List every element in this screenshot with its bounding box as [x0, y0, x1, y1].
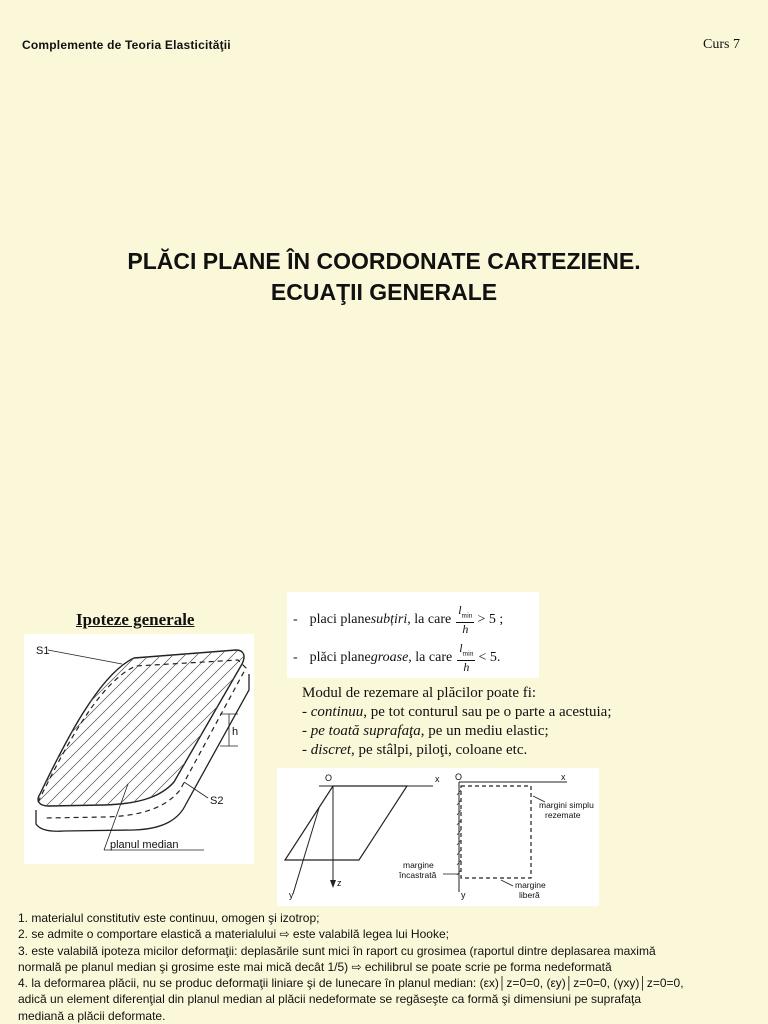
support-item: - continuu, pe tot conturul sau pe o parte a acestuia;	[302, 704, 612, 720]
svg-text:y: y	[461, 890, 466, 900]
svg-text:margini simplu: margini simplu	[539, 800, 594, 810]
support-modes	[302, 684, 612, 760]
svg-text:încastrată: încastrată	[399, 870, 437, 880]
svg-text:x: x	[435, 774, 440, 784]
svg-text:liberă: liberă	[519, 890, 540, 900]
page-title	[0, 246, 768, 308]
s1-label: S1	[36, 645, 50, 657]
list-item: 2. se admite o comportare elastică a materialului ⇨ este valabilă legea lui Hooke;	[18, 927, 449, 942]
svg-text:O: O	[325, 773, 333, 783]
svg-text:x: x	[561, 772, 566, 782]
plate-type-thick: - plăci plane groase , la care $\frac{l_{min}}{h}$ < 5.	[293, 641, 501, 675]
title-line-2: ECUAŢII GENERALE	[270, 279, 498, 305]
s2-label: S2	[210, 795, 224, 807]
plate-types-box	[287, 592, 539, 678]
list-item: 1. materialul constitutiv este continuu, omogen şi izotrop;	[18, 911, 320, 925]
median-plane-label: planul median	[110, 839, 179, 851]
plate-type-thin: - placi plane subțiri , la care $\frac{l_{min}}{h}$ > 5 ;	[293, 603, 504, 637]
support-figure	[277, 768, 599, 906]
svg-text:margine: margine	[403, 860, 434, 870]
list-item: 3. este valabilă ipoteza micilor deformaţii: deplasările sunt mici în raport cu grosimea (raportul dintre deplasarea maximă	[18, 943, 656, 958]
list-item: adică un element diferenţial din planul median al plăcii nedeformate se regăseşte ca formă şi dimensiuni pe suprafaţa	[18, 992, 642, 1007]
plate-figure	[24, 634, 254, 864]
list-item: normală pe planul median şi grosime este mai mică decât 1/5) ⇨ echilibrul se poate scrie pe forma nedeformată	[18, 959, 612, 974]
h-label: h	[232, 726, 239, 738]
list-item: 4. la deformarea plăcii, nu se produc deformaţii liniare şi de lunecare în planul median: (εx)│z=0=0, (εy)│z=0=0, (γxy)│z=0=0,	[18, 976, 684, 991]
support-item: - discret, pe stâlpi, piloţi, coloane etc.	[302, 742, 528, 758]
header-course-title: Complemente de Teoria Elasticităţii	[22, 38, 231, 52]
svg-text:rezemate: rezemate	[545, 810, 581, 820]
hypotheses-list	[18, 910, 758, 1024]
list-item: mediană a plăcii deformate.	[18, 1008, 166, 1023]
hypotheses-heading: Ipoteze generale	[76, 610, 195, 629]
ratio-fraction: $\frac{l_{min}}{h}$	[459, 641, 474, 675]
ratio-fraction: $\frac{l_{min}}{h}$	[458, 603, 473, 637]
title-line-1: PLĂCI PLANE ÎN COORDONATE CARTEZIENE.	[127, 248, 641, 274]
svg-text:z: z	[337, 878, 342, 888]
support-intro: Modul de rezemare al plăcilor poate fi:	[302, 685, 537, 701]
support-item: - pe toată suprafaţa, pe un mediu elastic;	[302, 723, 549, 739]
svg-text:y: y	[289, 890, 294, 900]
svg-text:margine: margine	[515, 880, 546, 890]
header-lecture-number: Curs 7	[703, 37, 740, 52]
svg-text:O: O	[455, 772, 463, 782]
